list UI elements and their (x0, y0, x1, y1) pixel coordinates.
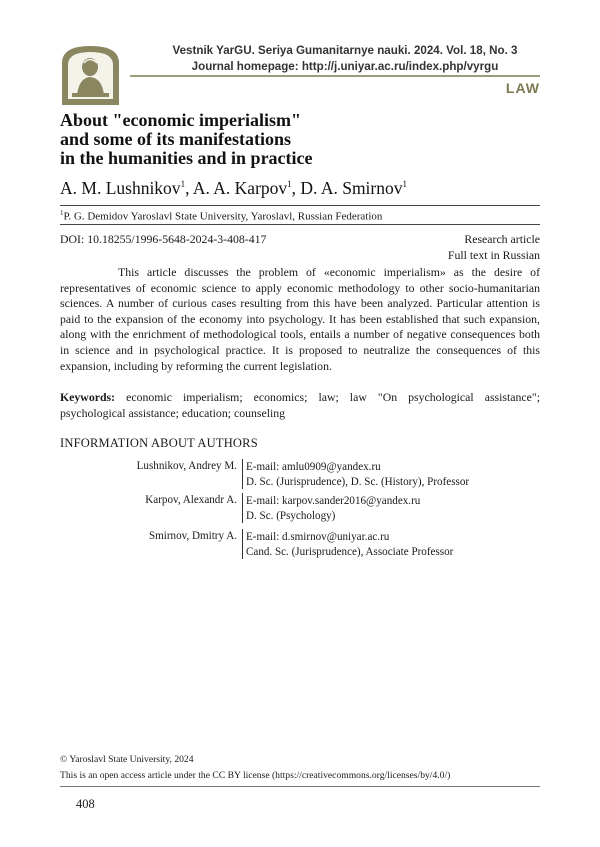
doi-link[interactable]: DOI: 10.18255/1996-5648-2024-3-408-417 (60, 232, 267, 246)
affiliation-mark: 1 (60, 209, 64, 217)
keywords-text: economic imperialism; economics; law; law "On psychological assistance"; psychological assistance; education; counseling (60, 390, 540, 420)
journal-citation: Vestnik YarGU. Seriya Gumanitarnye nauki. 2024. Vol. 18, No. 3 (172, 44, 518, 57)
author-email[interactable]: E-mail: amlu0909@yandex.ru (246, 461, 381, 473)
author-name: A. M. Lushnikov (60, 178, 181, 198)
article-title (60, 111, 480, 168)
title-line: About "economic imperialism" (60, 110, 301, 130)
author-info-divider (242, 529, 243, 559)
article-language-label: Full text in Russian (447, 247, 540, 262)
author-degree: D. Sc. (Jurisprudence), D. Sc. (History), Professor (246, 476, 470, 488)
author-info-details (246, 530, 453, 560)
license-notice: This is an open access article under the CC BY license (https://creativecommons.org/licenses/by/4.0/) (60, 770, 451, 781)
affiliation-mark: 1 (180, 179, 186, 190)
title-line: in the humanities and in practice (60, 148, 313, 168)
affiliation-bottom-divider (60, 224, 540, 225)
abstract (60, 265, 540, 374)
author-email[interactable]: E-mail: karpov.sander2016@yandex.ru (246, 495, 421, 507)
copyright-notice: © Yaroslavl State University, 2024 (60, 754, 194, 765)
title-line: and some of its manifestations (60, 129, 292, 149)
author-list: A. M. Lushnikov$^1$, A. A. Karpov$^1$, D. A. Smirnov$^1$ (60, 178, 408, 198)
author-degree: D. Sc. (Psychology) (246, 510, 336, 522)
keywords (60, 390, 540, 421)
header-divider (130, 75, 540, 77)
author-info-divider (242, 493, 243, 523)
page-number: 408 (76, 797, 95, 811)
affiliation-mark: 1 (287, 179, 292, 190)
article-type-label: Research article (464, 232, 540, 246)
abstract-text: This article discusses the problem of «economic imperialism» as the desire of representatives of economic science to apply economic methodology to other socio-humanitarian sciences. A number of curious cases resulting from this have been analyzed. Particular attention is paid to the expansion of the economy into psychology. It has been established that such expansion, along with the enrichment of methodological tools, entails a number of negative consequences both in science and in psychological practice. It is proposed to neutralize the consequences of this expansion, including by reforming the current legislation. (60, 265, 540, 373)
author-info-details (246, 460, 469, 490)
section-label: LAW (505, 80, 540, 96)
author-info-details (246, 494, 420, 524)
author-info-divider (242, 459, 243, 489)
affiliation-text: P. G. Demidov Yaroslavl State University, Yaroslavl, Russian Federation (63, 210, 383, 223)
author-email[interactable]: E-mail: d.smirnov@uniyar.ac.ru (246, 531, 390, 543)
article-type (448, 232, 540, 263)
affiliation-top-divider (60, 205, 540, 206)
author-info-name: Smirnov, Dmitry A. (148, 530, 237, 542)
author-name: A. A. Karpov (192, 178, 288, 198)
journal-homepage-link[interactable]: Journal homepage: http://j.uniyar.ac.ru/index.php/vyrgu (191, 60, 499, 73)
footer-divider (60, 786, 540, 787)
university-emblem-icon (59, 43, 122, 107)
author-degree: Cand. Sc. (Jurisprudence), Associate Professor (246, 546, 454, 558)
author-name: D. A. Smirnov (300, 178, 403, 198)
affiliation (60, 209, 382, 223)
keywords-label: Keywords: (60, 390, 116, 404)
author-info-name: Karpov, Alexandr A. (145, 494, 237, 506)
author-info-name: Lushnikov, Andrey M. (136, 460, 237, 472)
authors-info-heading: INFORMATION ABOUT AUTHORS (60, 436, 258, 450)
affiliation-mark: 1 (402, 179, 408, 190)
